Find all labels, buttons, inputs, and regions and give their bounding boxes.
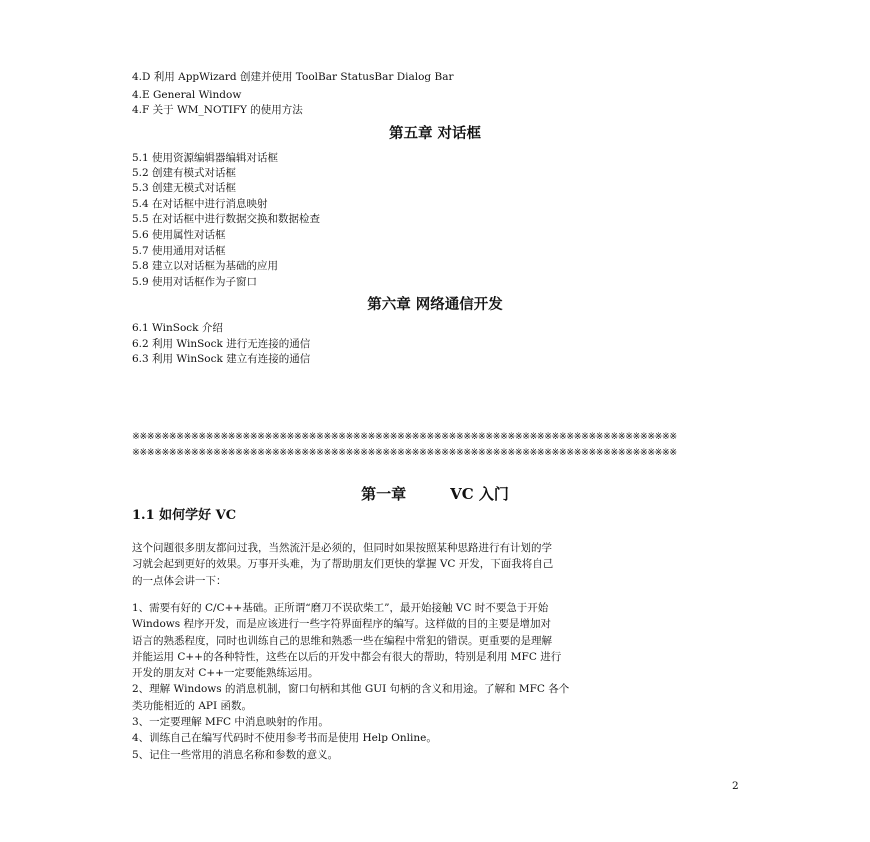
toc-item-6-2: 6.2 利用 WinSock 进行无连接的通信: [132, 338, 311, 350]
paragraph-line: 这个问题很多朋友都问过我，当然流汗是必须的，但同时如果按照某种思路进行有计划的学: [132, 542, 552, 554]
paragraph-line: 并能运用 C++的各种特性，这些在以后的开发中都会有很大的帮助，特别是利用 MFC 进行: [132, 650, 562, 663]
toc-item-4e: 4.E General Window: [132, 89, 242, 101]
paragraph-line: 4、训练自己在编写代码时不使用参考书而是使用 Help Online。: [132, 732, 437, 745]
page-number: 2: [732, 780, 739, 792]
intro-paragraph: [132, 540, 740, 589]
chapter6-heading: 第六章 网络通信开发: [367, 296, 503, 313]
toc-item-5-7: 5.7 使用通用对话框: [132, 245, 226, 257]
chapter1-number: 第一章: [361, 485, 407, 503]
paragraph-line: 习就会起到更好的效果。万事开头难，为了帮助朋友们更快的掌握 VC 开发，下面我将自己: [132, 558, 554, 571]
chapter1-name: VC 入门: [450, 485, 509, 503]
toc-item-5-5: 5.5 在对话框中进行数据交换和数据检查: [132, 213, 321, 225]
paragraph-line: 5、记住一些常用的消息名称和参数的意义。: [132, 748, 339, 761]
toc-item-5-6: 5.6 使用属性对话框: [132, 229, 226, 241]
toc-item-6-1: 6.1 WinSock 介绍: [132, 322, 223, 334]
section-heading-1-1: 1.1 如何学好 VC: [132, 508, 237, 523]
paragraph-line: 3、一定要理解 MFC 中消息映射的作用。: [132, 716, 329, 729]
toc-item-4d: 4.D 利用 AppWizard 创建并使用 ToolBar StatusBar Dialog Bar: [132, 71, 454, 83]
toc-item-5-1: 5.1 使用资源编辑器编辑对话框: [132, 152, 279, 164]
toc-item-5-8: 5.8 建立以对话框为基础的应用: [132, 260, 279, 272]
toc-item-5-2: 5.2 创建有模式对话框: [132, 167, 237, 179]
paragraph-line: Windows 程序开发，而是应该进行一些字符界面程序的编写。这样做的目的主要是增加对: [132, 618, 551, 631]
paragraph-line: 1、需要有好的 C/C++基础。正所谓“磨刀不误砍柴工”，最开始接触 VC 时不要急于开始: [132, 602, 549, 614]
separator-line-1: ※※※※※※※※※※※※※※※※※※※※※※※※※※※※※※※※※※※※※※※※※※※※※※※※※※※※※※※※※※※※※※※※※※※※※※※※※※: [132, 431, 677, 442]
paragraph-line: 语言的熟悉程度，同时也训练自己的思维和熟悉一些在编程中常犯的错误。更重要的是理解: [132, 634, 552, 647]
points-paragraph: [132, 600, 740, 763]
chapter5-heading: 第五章 对话框: [388, 125, 482, 142]
paragraph-line: 开发的朋友对 C++一定要能熟练运用。: [132, 667, 319, 680]
separator-line-2: ※※※※※※※※※※※※※※※※※※※※※※※※※※※※※※※※※※※※※※※※※※※※※※※※※※※※※※※※※※※※※※※※※※※※※※※※※※: [132, 447, 677, 458]
toc-item-5-4: 5.4 在对话框中进行消息映射: [132, 198, 268, 210]
paragraph-line: 2、理解 Windows 的消息机制，窗口句柄和其他 GUI 句柄的含义和用途。了解和 MFC 各个: [132, 683, 570, 696]
toc-item-4f: 4.F 关于 WM_NOTIFY 的使用方法: [132, 104, 303, 116]
toc-item-6-3: 6.3 利用 WinSock 建立有连接的通信: [132, 353, 311, 365]
paragraph-line: 的一点体会讲一下：: [132, 574, 227, 587]
toc-item-5-9: 5.9 使用对话框作为子窗口: [132, 276, 258, 288]
paragraph-line: 类功能相近的 API 函数。: [132, 699, 252, 712]
chapter1-title: [0, 484, 870, 504]
toc-item-5-3: 5.3 创建无模式对话框: [132, 182, 237, 194]
